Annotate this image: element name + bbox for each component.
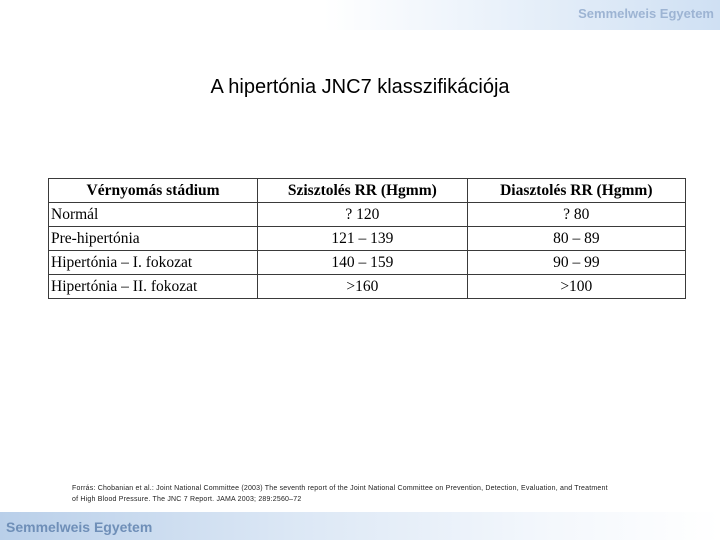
diastolic-cell: 80 – 89 bbox=[467, 227, 685, 251]
systolic-cell: 121 – 139 bbox=[258, 227, 468, 251]
header-stage: Vérnyomás stádium bbox=[49, 179, 258, 203]
source-line-1: Forrás: Chobanian et al.: Joint National Committee (2003) The seventh report of the Joint National Committee on Prevention, Detection, Evaluation, and Treatment bbox=[72, 485, 608, 492]
table-row bbox=[49, 227, 686, 251]
footer-brand: Semmelweis Egyetem bbox=[6, 519, 153, 535]
classification-table bbox=[48, 178, 686, 299]
systolic-cell: 140 – 159 bbox=[258, 251, 468, 275]
source-line-2: of High Blood Pressure. The JNC 7 Report. JAMA 2003; 289:2560–72 bbox=[72, 496, 302, 503]
diastolic-cell: >100 bbox=[467, 275, 685, 299]
stage-cell: Hipertónia – II. fokozat bbox=[49, 275, 258, 299]
table-row bbox=[49, 203, 686, 227]
table-row bbox=[49, 251, 686, 275]
table-header-row bbox=[49, 179, 686, 203]
stage-cell: Hipertónia – I. fokozat bbox=[49, 251, 258, 275]
slide-title: A hipertónia JNC7 klasszifikációja bbox=[210, 76, 510, 98]
stage-cell: Pre-hipertónia bbox=[49, 227, 258, 251]
source-citation bbox=[72, 483, 672, 505]
header-band bbox=[0, 0, 720, 30]
header-brand: Semmelweis Egyetem bbox=[578, 6, 714, 21]
stage-cell: Normál bbox=[49, 203, 258, 227]
diastolic-cell: ? 80 bbox=[467, 203, 685, 227]
systolic-cell: >160 bbox=[258, 275, 468, 299]
header-systolic: Szisztolés RR (Hgmm) bbox=[258, 179, 468, 203]
footer-band bbox=[0, 512, 720, 540]
table-row bbox=[49, 275, 686, 299]
diastolic-cell: 90 – 99 bbox=[467, 251, 685, 275]
systolic-cell: ? 120 bbox=[258, 203, 468, 227]
header-diastolic: Diasztolés RR (Hgmm) bbox=[467, 179, 685, 203]
